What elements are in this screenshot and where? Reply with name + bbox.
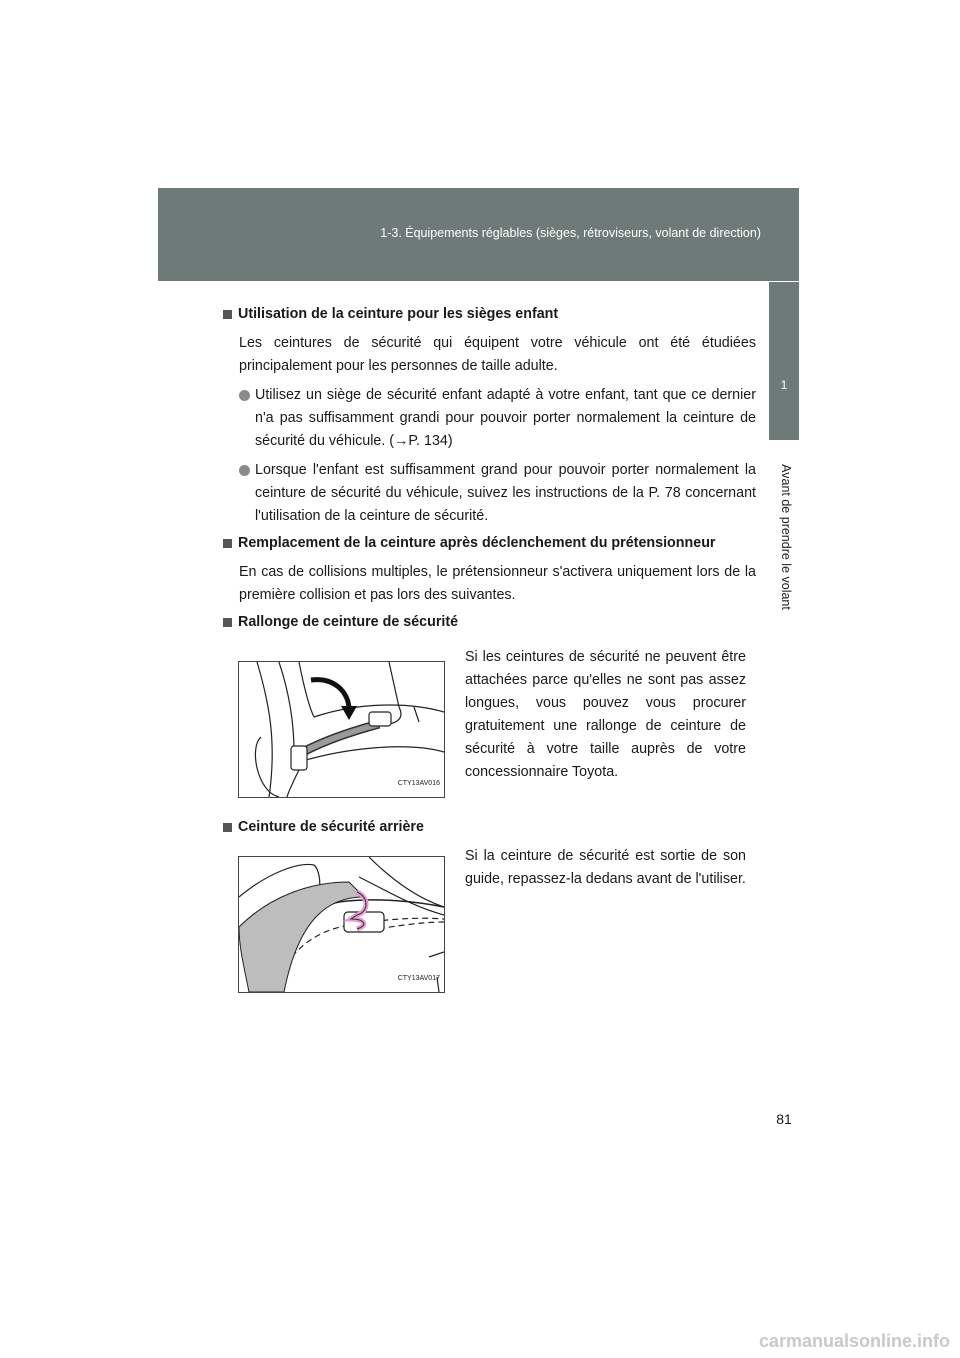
chapter-tab bbox=[769, 282, 799, 440]
figure-code: CTY13AV016 bbox=[397, 780, 440, 787]
circle-bullet-icon bbox=[239, 465, 250, 476]
paragraph-pretensioner: En cas de collisions multiples, le prétensionneur s'activera uniquement lors de la première collision et pas lors des suivantes. bbox=[239, 564, 756, 603]
rear-belt-description: Si la ceinture de sécurité est sortie de son guide, repassez-la dedans avant de l'utiliser. bbox=[465, 848, 746, 887]
bullet-item: Lorsque l'enfant est suffisamment grand pour pouvoir porter normalement la ceinture de sécurité du véhicule, suivez les instructions de la P. 78 concernant l'utilisation de la ceinture de sécurité. bbox=[239, 459, 756, 528]
section-heading-rear-belt: Ceinture de sécurité arrière bbox=[222, 816, 756, 839]
rear-belt-figure-section bbox=[222, 845, 756, 1015]
paragraph-child-seat: Les ceintures de sécurité qui équipent votre véhicule ont été étudiées principalement pour les personnes de taille adulte. bbox=[239, 335, 756, 374]
header-band bbox=[158, 188, 799, 281]
section-title: 1-3. Équipements réglables (sièges, rétroviseurs, volant de direction) bbox=[380, 226, 761, 240]
bullet-item: Utilisez un siège de sécurité enfant adapté à votre enfant, tant que ce dernier n'a pas suffisamment grandi pour pouvoir porter normalement la ceinture de sécurité du véhicule. (→P. 134) bbox=[239, 384, 756, 453]
square-bullet-icon bbox=[223, 618, 232, 627]
chapter-label-container bbox=[776, 452, 796, 622]
circle-bullet-icon bbox=[239, 390, 250, 401]
section-heading-extender: Rallonge de ceinture de sécurité bbox=[222, 611, 756, 634]
section-heading-child-seat: Utilisation de la ceinture pour les sièges enfant bbox=[222, 303, 756, 326]
watermark: carmanualsonline.info bbox=[758, 1331, 950, 1351]
figure-code: CTY13AV017 bbox=[397, 975, 440, 982]
extender-description: Si les ceintures de sécurité ne peuvent être attachées parce qu'elles ne sont pas assez longues, vous pouvez vous procurer gratuitement une rallonge de ceinture de sécurité à votre taille auprès de votre concessionnaire Toyota. bbox=[465, 649, 746, 780]
section-heading-pretensioner: Remplacement de la ceinture après déclenchement du prétensionneur bbox=[222, 532, 756, 555]
chapter-label: Avant de prendre le volant bbox=[779, 464, 793, 610]
page-number: 81 bbox=[776, 1111, 792, 1127]
rear-belt-guide-illustration bbox=[238, 856, 445, 993]
square-bullet-icon bbox=[223, 310, 232, 319]
square-bullet-icon bbox=[223, 823, 232, 832]
page-content bbox=[222, 303, 756, 1015]
chapter-number: 1 bbox=[780, 378, 788, 392]
extender-figure-section bbox=[222, 640, 756, 816]
square-bullet-icon bbox=[223, 539, 232, 548]
seat-belt-extender-illustration bbox=[238, 661, 445, 798]
